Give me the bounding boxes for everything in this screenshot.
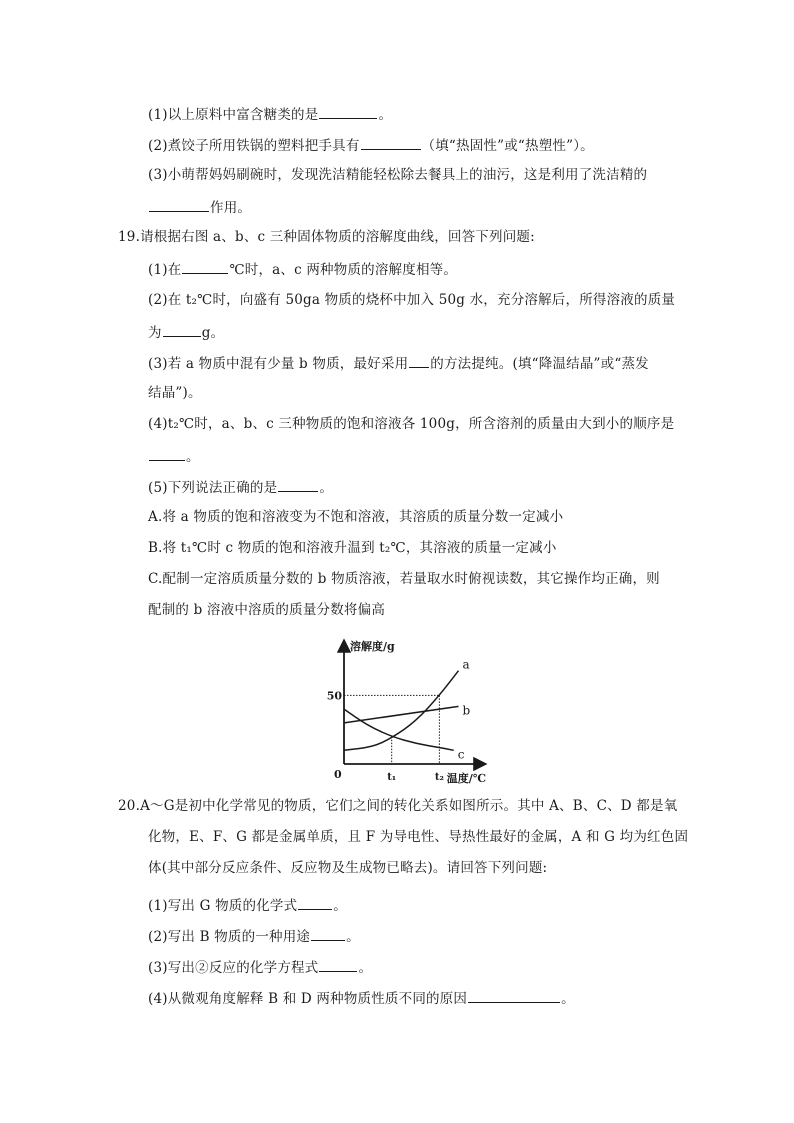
answer-blank[interactable] (409, 353, 429, 368)
q19-part5: (5)下列说法正确的是 。 (148, 477, 333, 497)
origin-label: 0 (334, 768, 342, 781)
q19-part4-line1: (4)t₂℃时，a、b、c 三种物质的饱和溶液各 100g，所含溶剂的质量由大到小的顺序是 (148, 416, 675, 432)
q19-option-c-line1: C.配制一定溶质质量分数的 b 物质溶液，若量取水时俯视读数，其它操作均正确，则 (148, 571, 660, 587)
q20-stem-line3: 体(其中部分反应条件、反应物及生成物已略去)。请回答下列问题: (148, 860, 548, 876)
q19-option-b: B.将 t₁℃时 c 物质的饱和溶液升温到 t₂℃，其溶液的质量一定减小 (148, 540, 557, 556)
q19-part4-line2: 。 (148, 446, 200, 466)
q18-part3-line2: 作用。 (148, 197, 251, 217)
answer-blank[interactable] (319, 104, 377, 119)
chart-curves (344, 671, 459, 751)
q19-option-c-line2: 配制的 b 溶液中溶质的质量分数将偏高 (148, 602, 386, 618)
q20-stem-line1: 20.A～G是初中化学常见的物质，它们之间的转化关系如图所示。其中 A、B、C、D 都是氧 (118, 798, 678, 814)
q19-stem: 19.请根据右图 a、b、c 三种固体物质的溶解度曲线，回答下列问题: (118, 229, 535, 245)
q19-part3-line1: (3)若 a 物质中混有少量 b 物质，最好采用 的方法提纯。(填“降温结晶”或“蒸发 (148, 353, 649, 373)
answer-blank[interactable] (298, 895, 332, 910)
x-tick-label-t1: t₁ (387, 772, 397, 783)
answer-blank[interactable] (278, 477, 318, 492)
answer-blank[interactable] (361, 135, 421, 150)
solubility-chart (326, 634, 490, 786)
q19-part3-line2: 结晶”)。 (148, 385, 202, 401)
q18-part3-line1: (3)小萌帮妈妈刷碗时，发现洗洁精能轻松除去餐具上的油污，这是利用了洗洁精的 (148, 167, 648, 183)
series-label-a: a (462, 657, 470, 672)
q19-part2-line2: 为 g。 (148, 322, 224, 342)
series-label-c: c (457, 747, 465, 762)
y-tick-label: 50 (326, 689, 342, 703)
q18-part1: (1)以上原料中富含糖类的是 。 (148, 104, 392, 124)
curve-a (344, 671, 459, 751)
chart-guides (344, 695, 439, 764)
q20-part4: (4)从微观角度解释 B 和 D 两种物质性质不同的原因 。 (148, 988, 575, 1008)
q18-part2: (2)煮饺子所用铁锅的塑料把手具有 （填“热固性”或“热塑性”）。 (148, 135, 594, 155)
q20-part1: (1)写出 G 物质的化学式 。 (148, 895, 347, 915)
q20-part3: (3)写出②反应的化学方程式 。 (148, 957, 372, 977)
answer-blank[interactable] (149, 197, 209, 212)
x-tick-label-t2: t₂ (434, 772, 444, 783)
x-axis-label: 温度/℃ (446, 772, 486, 785)
chart-labels (327, 639, 486, 785)
y-axis-label: 溶解度/g (350, 640, 395, 653)
answer-blank[interactable] (163, 322, 201, 337)
answer-blank[interactable] (311, 926, 345, 941)
q20-part2: (2)写出 B 物质的一种用途 。 (148, 926, 360, 946)
q20-stem-line2: 化物，E、F、G 都是金属单质，且 F 为导电性、导热性最好的金属，A 和 G 均为红色固 (148, 829, 689, 845)
answer-blank[interactable] (468, 988, 560, 1003)
answer-blank[interactable] (149, 446, 185, 461)
q19-part2-line1: (2)在 t₂℃时，向盛有 50ga 物质的烧杯中加入 50g 水，充分溶解后，所得溶液的质量 (148, 292, 676, 308)
answer-blank[interactable] (319, 957, 357, 972)
series-label-b: b (462, 703, 471, 718)
answer-blank[interactable] (182, 259, 228, 274)
q19-part1: (1)在 ℃时，a、c 两种物质的溶解度相等。 (148, 259, 457, 279)
q19-option-a: A.将 a 物质的饱和溶液变为不饱和溶液，其溶质的质量分数一定减小 (148, 509, 564, 525)
